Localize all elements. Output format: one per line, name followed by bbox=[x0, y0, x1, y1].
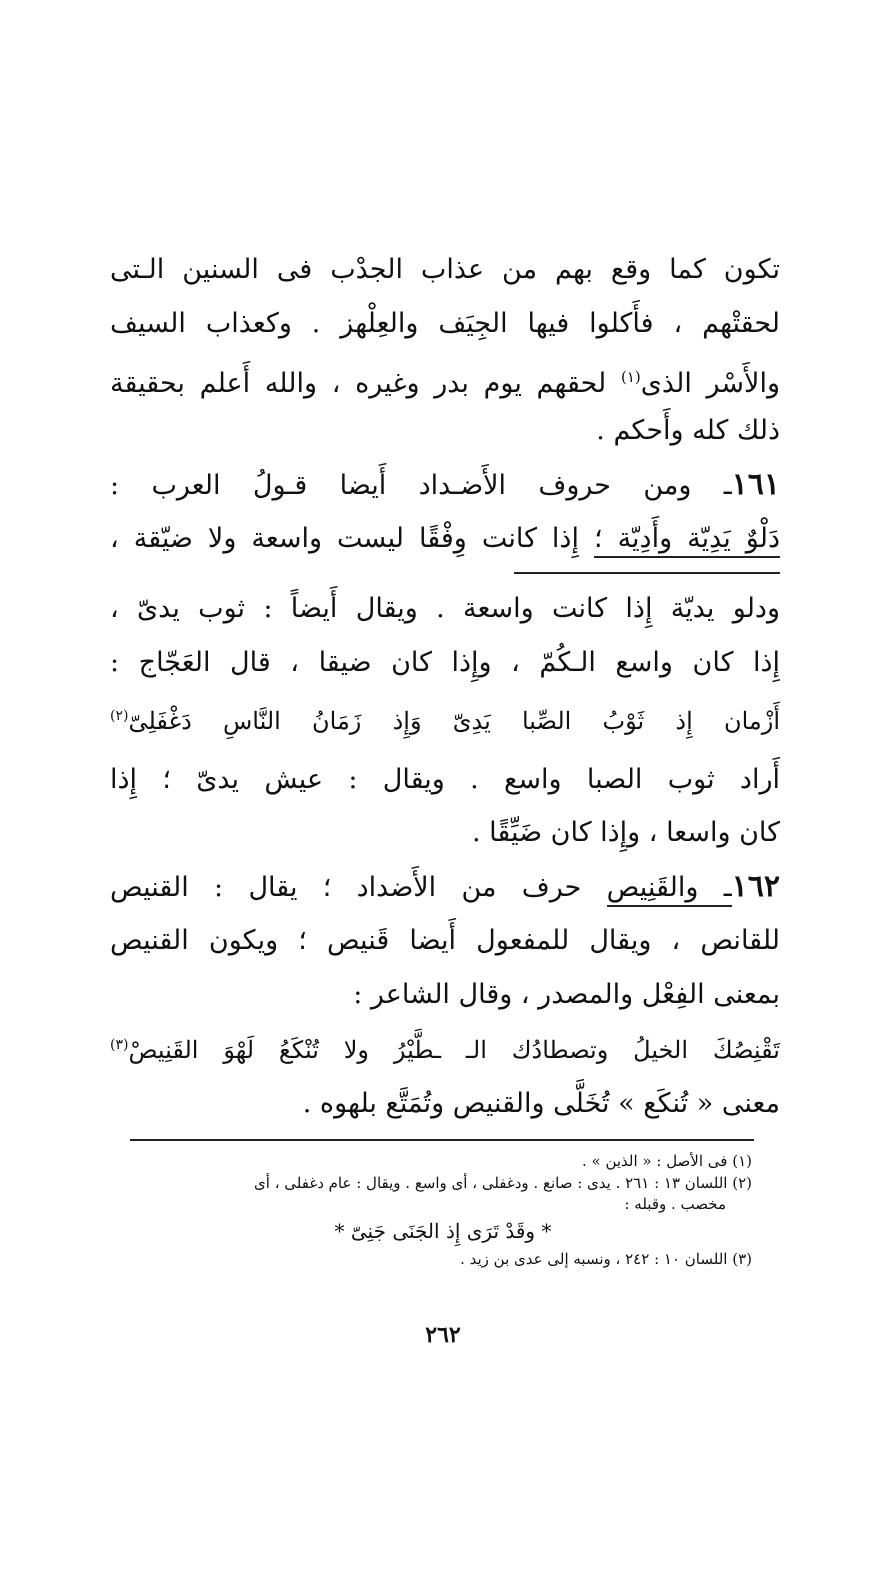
text-segment: إِذا كانت وِفْقًا ليست واسعة ولا ضيّقة ، bbox=[110, 523, 579, 554]
text-segment: والأَسْر الذى bbox=[640, 368, 780, 399]
footnote-1: (١) فى الأصل : « الذين » . bbox=[581, 1152, 752, 1170]
text-segment: لحقهم يوم بدر وغيره ، والله أَعلم بحقيقة bbox=[110, 368, 607, 399]
verse-hemistich-1: تَقْنِصُكَ الخيلُ وتصطادُك الـ bbox=[465, 1036, 780, 1064]
text-segment: ـ ومن حروف الأَضـداد أَيضا قـولُ العرب : bbox=[110, 470, 732, 501]
text-segment: حرف من الأَضداد ؛ يقال : القنيص bbox=[110, 872, 582, 903]
footnote-2: (٢) اللسان ١٣ : ٢٦١ . يدى : صانع . ودغفلى ، أى واسع . ويقال : عام دغفلى ، أى bbox=[254, 1174, 752, 1192]
footnote-2-verse: * وقَدْ تَرَى إِذ الجَنَى جَنِىّ * bbox=[334, 1219, 552, 1243]
text-line: معنى « تُنكَع » تُخَلَّى والقنيص وتُمَتَّع بلهوه . bbox=[302, 1088, 780, 1119]
footnote-separator bbox=[130, 1139, 754, 1141]
footnote-3: (٣) اللسان ١٠ : ٢٤٢ ، ونسبه إلى عدى بن زيد . bbox=[460, 1250, 752, 1268]
text-line: ودلو يديّة إِذا كانت واسعة . ويقال أَيضاً : ثوب يدىّ ، bbox=[110, 593, 780, 624]
footnote-mark: (١) bbox=[621, 368, 641, 386]
entry-162-heading bbox=[110, 867, 780, 908]
footnote-mark: (٢) bbox=[110, 708, 129, 724]
footnote-mark: (٣) bbox=[110, 1037, 129, 1053]
text-line bbox=[110, 357, 780, 404]
headword-underline-rule bbox=[514, 572, 780, 574]
text-line: بمعنى الفِعْل والمصدر ، وقال الشاعر : bbox=[353, 979, 780, 1010]
verse-hemistich-2: وَإِذ زَمَانُ النَّاسِ دَغْفَلِىّ$^{(٢)}$ bbox=[110, 707, 422, 735]
entry-number: ١٦١ bbox=[731, 467, 780, 502]
text-line: للقانص ، ويقال للمفعول أَيضا قَنيص ؛ ويكون القنيص bbox=[110, 925, 780, 956]
text-line: إِذا كان واسع الـكُمّ ، وإِذا كان ضيقا ، قال العَجّاج : bbox=[110, 647, 780, 678]
text-line: أَراد ثوب الصبا واسع . ويقال : عيش يدىّ ؛ إِذا bbox=[110, 764, 780, 795]
verse-line bbox=[110, 696, 780, 741]
text-line: ذلك كله وأَحكم . bbox=[596, 415, 780, 446]
text-line: لحقتْهم ، فأَكلوا فيها الجِيَف والعِلْهز . وكعذاب السيف bbox=[110, 308, 780, 339]
headword: دَلْوٌ يَدِيّة وأَدِيّة ؛ bbox=[594, 523, 780, 558]
footnote-2-continued: مخصب . وقبله : bbox=[624, 1195, 726, 1213]
entry-161-heading bbox=[110, 465, 780, 506]
text-line bbox=[110, 519, 780, 559]
headword: ـ والقَنِيص bbox=[607, 872, 732, 907]
text-line: تكون كما وقع بهم من عذاب الجدْب فى السنين الـتى bbox=[110, 254, 780, 285]
page-number: ٢٦٢ bbox=[425, 1322, 461, 1348]
verse-hemistich-1: أَزْمان إِذ ثَوْبُ الصِّبا يَدِىّ bbox=[452, 707, 780, 735]
text-line: كان واسعا ، وإِذا كان ضَيِّقًا . bbox=[471, 817, 780, 848]
verse-line bbox=[110, 1025, 780, 1070]
verse-hemistich-2: ـطَّيْرُ ولا تُنْكَعُ لَهْوَ القَنِيصْ$^{(٣)}$ bbox=[110, 1036, 442, 1064]
entry-number: ١٦٢ bbox=[731, 869, 780, 904]
